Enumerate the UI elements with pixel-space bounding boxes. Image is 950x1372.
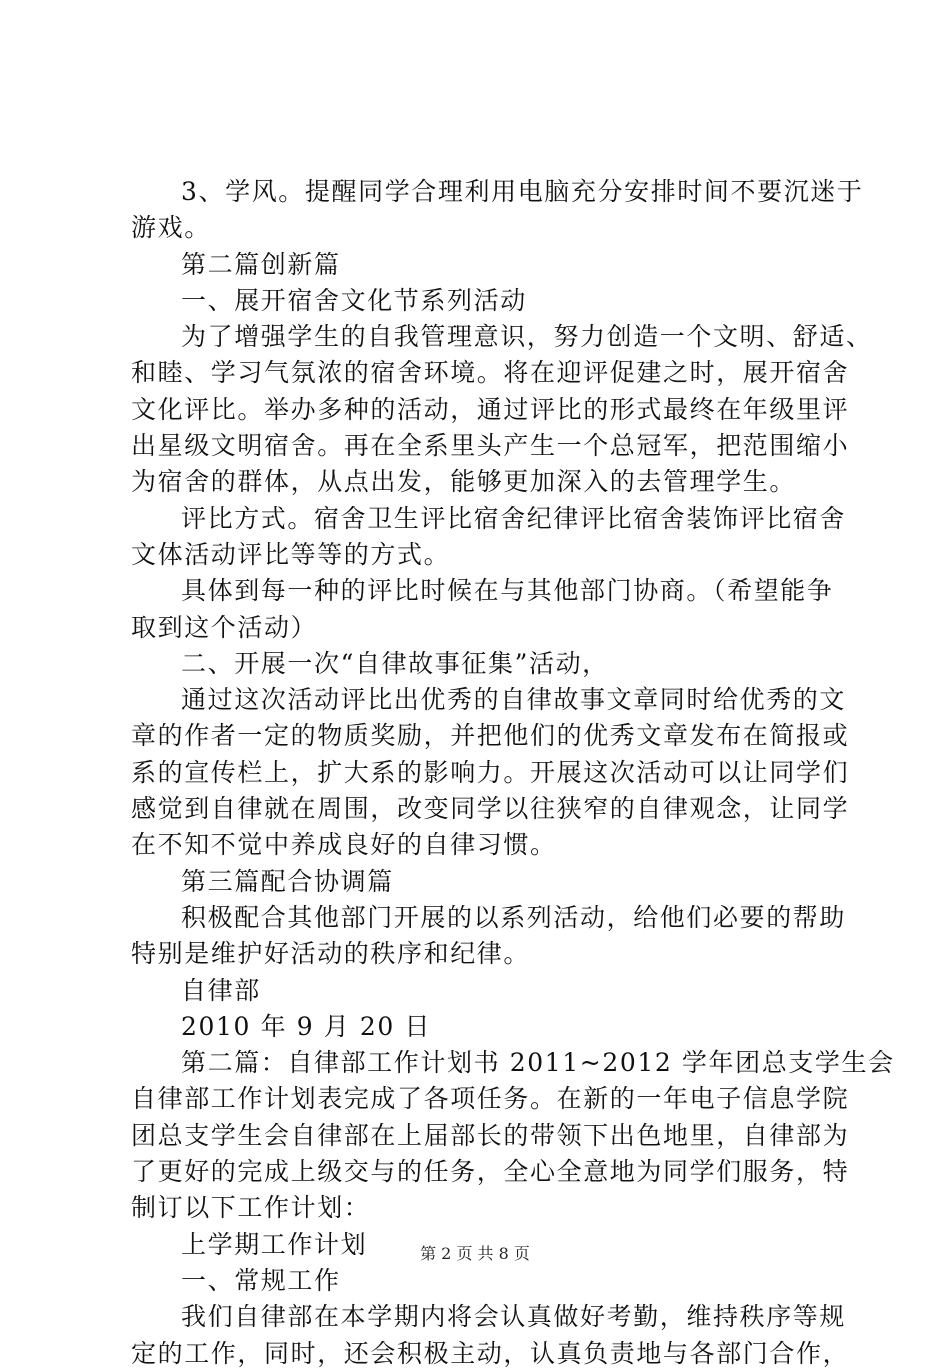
text-line: 我们自律部在本学期内将会认真做好考勤，维持秩序等规 (181, 1302, 847, 1332)
page-footer: 第 2 页 共 8 页 (420, 1244, 530, 1263)
text-line: 制订以下工作计划： (131, 1193, 371, 1223)
text-line: 第三篇配合协调篇 (181, 866, 394, 896)
text-line: 为宿舍的群体，从点出发，能够更加深入的去管理学生。 (131, 467, 797, 497)
text-line: 章的作者一定的物质奖励，并把他们的优秀文章发布在简报或 (131, 721, 850, 751)
text-line: 3、学风。提醒同学合理利用电脑充分安排时间不要沉迷于 (181, 177, 864, 206)
text-line: 评比方式。宿舍卫生评比宿舍纪律评比宿舍装饰评比宿舍 (181, 503, 847, 533)
text-line: 自律部 (181, 975, 261, 1005)
text-line: 第二篇：自律部工作计划书 2011~2012 学年团总支学生会 (181, 1048, 895, 1078)
text-line: 出星级文明宿舍。再在全系里头产生一个总冠军，把范围缩小 (131, 431, 850, 461)
text-line: 和睦、学习气氛浓的宿舍环境。将在迎评促建之时，展开宿舍 (131, 358, 850, 388)
text-line: 在不知不觉中养成良好的自律习惯。 (131, 830, 557, 860)
text-line: 二、开展一次“自律故事征集”活动， (181, 648, 609, 678)
text-line: 2010 年 9 月 20 日 (181, 1011, 432, 1041)
text-line: 具体到每一种的评比时候在与其他部门协商。（希望能争 (181, 576, 834, 606)
text-line: 感觉到自律就在周围，改变同学以往狭窄的自律观念，让同学 (131, 794, 850, 824)
text-line: 一、常规工作 (181, 1265, 341, 1295)
text-line: 了更好的完成上级交与的任务，全心全意地为同学们服务，特 (131, 1157, 850, 1187)
text-line: 通过这次活动评比出优秀的自律故事文章同时给优秀的文 (181, 685, 847, 715)
text-line: 一、展开宿舍文化节系列活动 (181, 285, 527, 315)
text-line: 为了增强学生的自我管理意识，努力创造一个文明、舒适、 (181, 322, 873, 352)
text-line: 文化评比。举办多种的活动，通过评比的形式最终在年级里评 (131, 394, 850, 424)
text-line: 上学期工作计划 (181, 1229, 368, 1259)
text-line: 游戏。 (131, 213, 211, 243)
text-line: 特别是维护好活动的秩序和纪律。 (131, 939, 531, 969)
text-line: 积极配合其他部门开展的以系列活动，给他们必要的帮助 (181, 902, 847, 932)
text-line: 团总支学生会自律部在上届部长的带领下出色地里，自律部为 (131, 1120, 850, 1150)
text-line: 系的宣传栏上，扩大系的影响力。开展这次活动可以让同学们 (131, 757, 850, 787)
text-line: 第二篇创新篇 (181, 249, 341, 279)
document-body (131, 174, 895, 1372)
text-line: 定的工作，同时，还会积极主动，认真负责地与各部门合作， (131, 1338, 850, 1368)
text-line: 文体活动评比等等的方式。 (131, 539, 451, 569)
text-line: 取到这个活动） (131, 612, 318, 642)
text-line: 自律部工作计划表完成了各项任务。在新的一年电子信息学院 (131, 1084, 850, 1114)
